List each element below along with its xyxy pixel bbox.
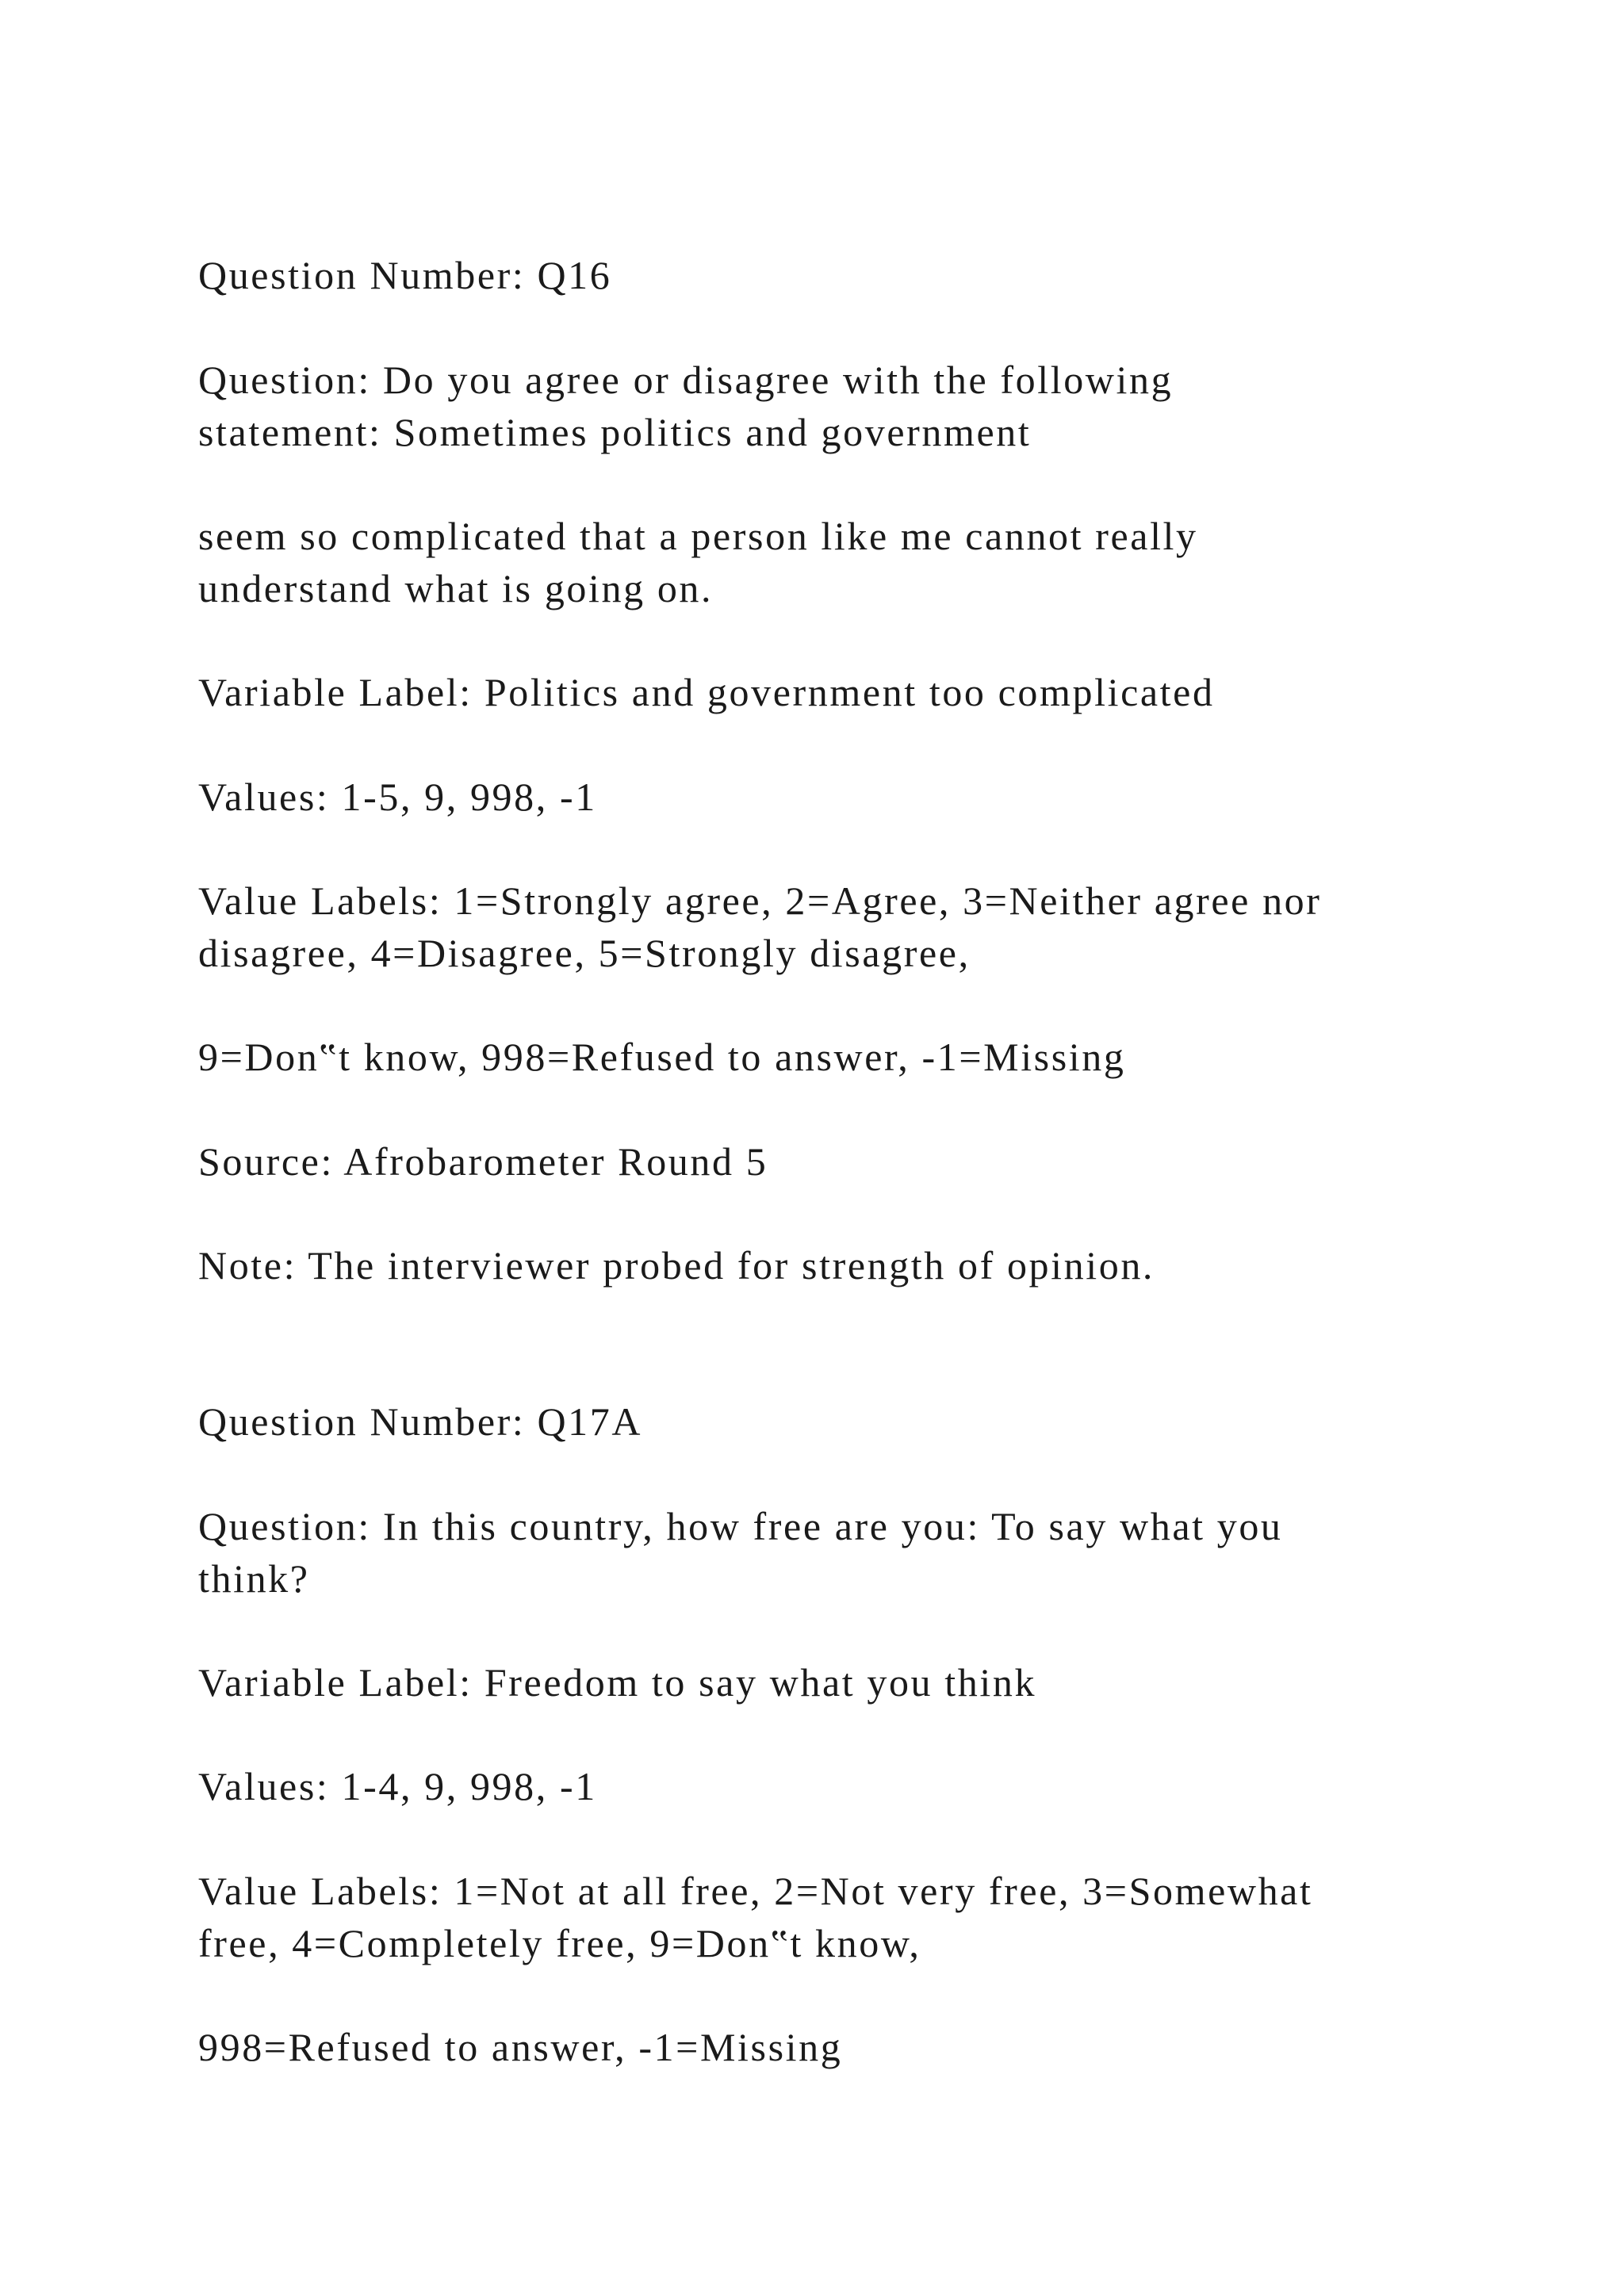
q17a-variable-label: Variable Label: Freedom to say what you think <box>198 1660 1037 1705</box>
q16-question-number: Question Number: Q16 <box>198 253 612 297</box>
q16-source: Source: Afrobarometer Round 5 <box>198 1139 768 1184</box>
q16-variable-label: Variable Label: Politics and government too complicated <box>198 670 1215 714</box>
q16-values: Values: 1-5, 9, 998, -1 <box>198 775 597 819</box>
q16-question-line-4: understand what is going on. <box>198 566 714 610</box>
q16-value-labels-line-2: disagree, 4=Disagree, 5=Strongly disagree, <box>198 931 971 975</box>
q16-note: Note: The interviewer probed for strength of opinion. <box>198 1243 1155 1288</box>
q17a-question-line-2: think? <box>198 1556 310 1601</box>
q17a-value-labels-line-1: Value Labels: 1=Not at all free, 2=Not very free, 3=Somewhat <box>198 1869 1313 1913</box>
q17a-value-labels-line-2: free, 4=Completely free, 9=Don‟t know, <box>198 1921 921 1965</box>
q16-question-line-2: statement: Sometimes politics and government <box>198 410 1032 454</box>
q17a-question-line-1: Question: In this country, how free are you: To say what you <box>198 1504 1283 1548</box>
q16-question-line-1: Question: Do you agree or disagree with the following <box>198 358 1174 402</box>
q17a-values: Values: 1-4, 9, 998, -1 <box>198 1764 597 1808</box>
q16-value-labels-line-3: 9=Don‟t know, 998=Refused to answer, -1=Missing <box>198 1035 1126 1079</box>
q17a-question-number: Question Number: Q17A <box>198 1399 643 1444</box>
q16-question-line-3: seem so complicated that a person like me cannot really <box>198 514 1198 558</box>
q16-value-labels-line-1: Value Labels: 1=Strongly agree, 2=Agree, 3=Neither agree nor <box>198 878 1322 923</box>
q17a-value-labels-line-3: 998=Refused to answer, -1=Missing <box>198 2025 843 2069</box>
